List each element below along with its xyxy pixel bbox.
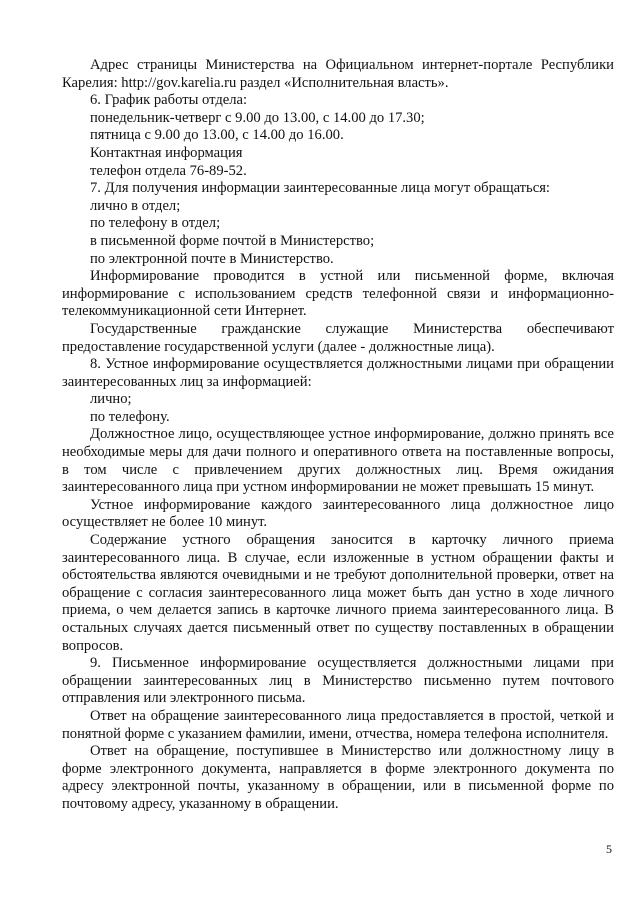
paragraph-reply-form: Ответ на обращение заинтересованного лица предоставляется в простой, четкой и понятной форме с указанием фамилии, имени, отчества, номера телефона исполнителя. — [62, 707, 614, 742]
page-number: 5 — [606, 842, 612, 856]
paragraph-item-9: 9. Письменное информирование осуществляется должностными лицами при обращении заинтересованных лиц в Министерство письменно путем почтового отправления или электронного письма. — [62, 655, 614, 707]
paragraph-informing: Информирование проводится в устной или письменной форме, включая информирование с использованием средств телефонной связи и информационно-телекоммуникационной сети Интернет. — [62, 268, 614, 320]
paragraph-phone: телефон отдела 76-89-52. — [90, 162, 247, 179]
list-item: по электронной почте в Министерство. — [90, 250, 334, 267]
paragraph-address: Адрес страницы Министерства на Официальном интернет-портале Республики Карелия: http://gov.karelia.ru раздел «Исполнительная власть». — [62, 57, 614, 91]
document-body — [62, 57, 614, 814]
paragraph-oral-duration: Устное информирование каждого заинтересованного лица должностное лицо осуществляет не более 10 минут. — [62, 496, 614, 531]
list-item: лично в отдел; — [90, 197, 181, 214]
paragraph-official-duties: Должностное лицо, осуществляющее устное информирование, должно принять все необходимые меры для дачи полного и оперативного ответа на поставленные вопросы, в том числе с привлечением других должностных лиц. Время ожидания заинтересованного лица при устном информировании не может превышать 15 минут. — [62, 426, 614, 496]
paragraph-item-8: 8. Устное информирование осуществляется должностными лицами при обращении заинтересованных лиц за информацией: — [62, 356, 614, 390]
paragraph-schedule-heading: 6. График работы отдела: — [90, 92, 248, 109]
list-item: в письменной форме почтой в Министерство; — [90, 232, 375, 249]
list-item: лично; — [90, 391, 132, 408]
paragraph-item-7: 7. Для получения информации заинтересованные лица могут обращаться: — [90, 180, 550, 197]
paragraph-oral-content: Содержание устного обращения заносится в карточку личного приема заинтересованного лица. В случае, если изложенные в устном обращении факты и обстоятельства являются очевидными и не требуют дополнительной проверки, ответ на обращение с согласия заинтересованного лица может быть дан устно в ходе личного приема, о чем делается запись в карточке личного приема заинтересованного лица. В остальных случаях дается письменный ответ по существу поставленных в обращении вопросов. — [62, 532, 614, 654]
paragraph-officials: Государственные гражданские служащие Министерства обеспечивают предоставление государственной услуги (далее - должностные лица). — [62, 320, 614, 355]
paragraph-contact-heading: Контактная информация — [90, 144, 243, 161]
list-item: по телефону в отдел; — [90, 215, 221, 232]
list-item: по телефону. — [90, 408, 170, 425]
paragraph-schedule-fri: пятница с 9.00 до 13.00, с 14.00 до 16.00. — [90, 127, 344, 144]
paragraph-electronic-reply: Ответ на обращение, поступившее в Министерство или должностному лицу в форме электронного документа, направляется в форме электронного документа по адресу электронной почты, указанному в обращении, или в письменной форме по почтовому адресу, указанному в обращении. — [62, 743, 614, 812]
paragraph-schedule-mon-thu: понедельник-четверг с 9.00 до 13.00, с 14.00 до 17.30; — [90, 109, 425, 126]
